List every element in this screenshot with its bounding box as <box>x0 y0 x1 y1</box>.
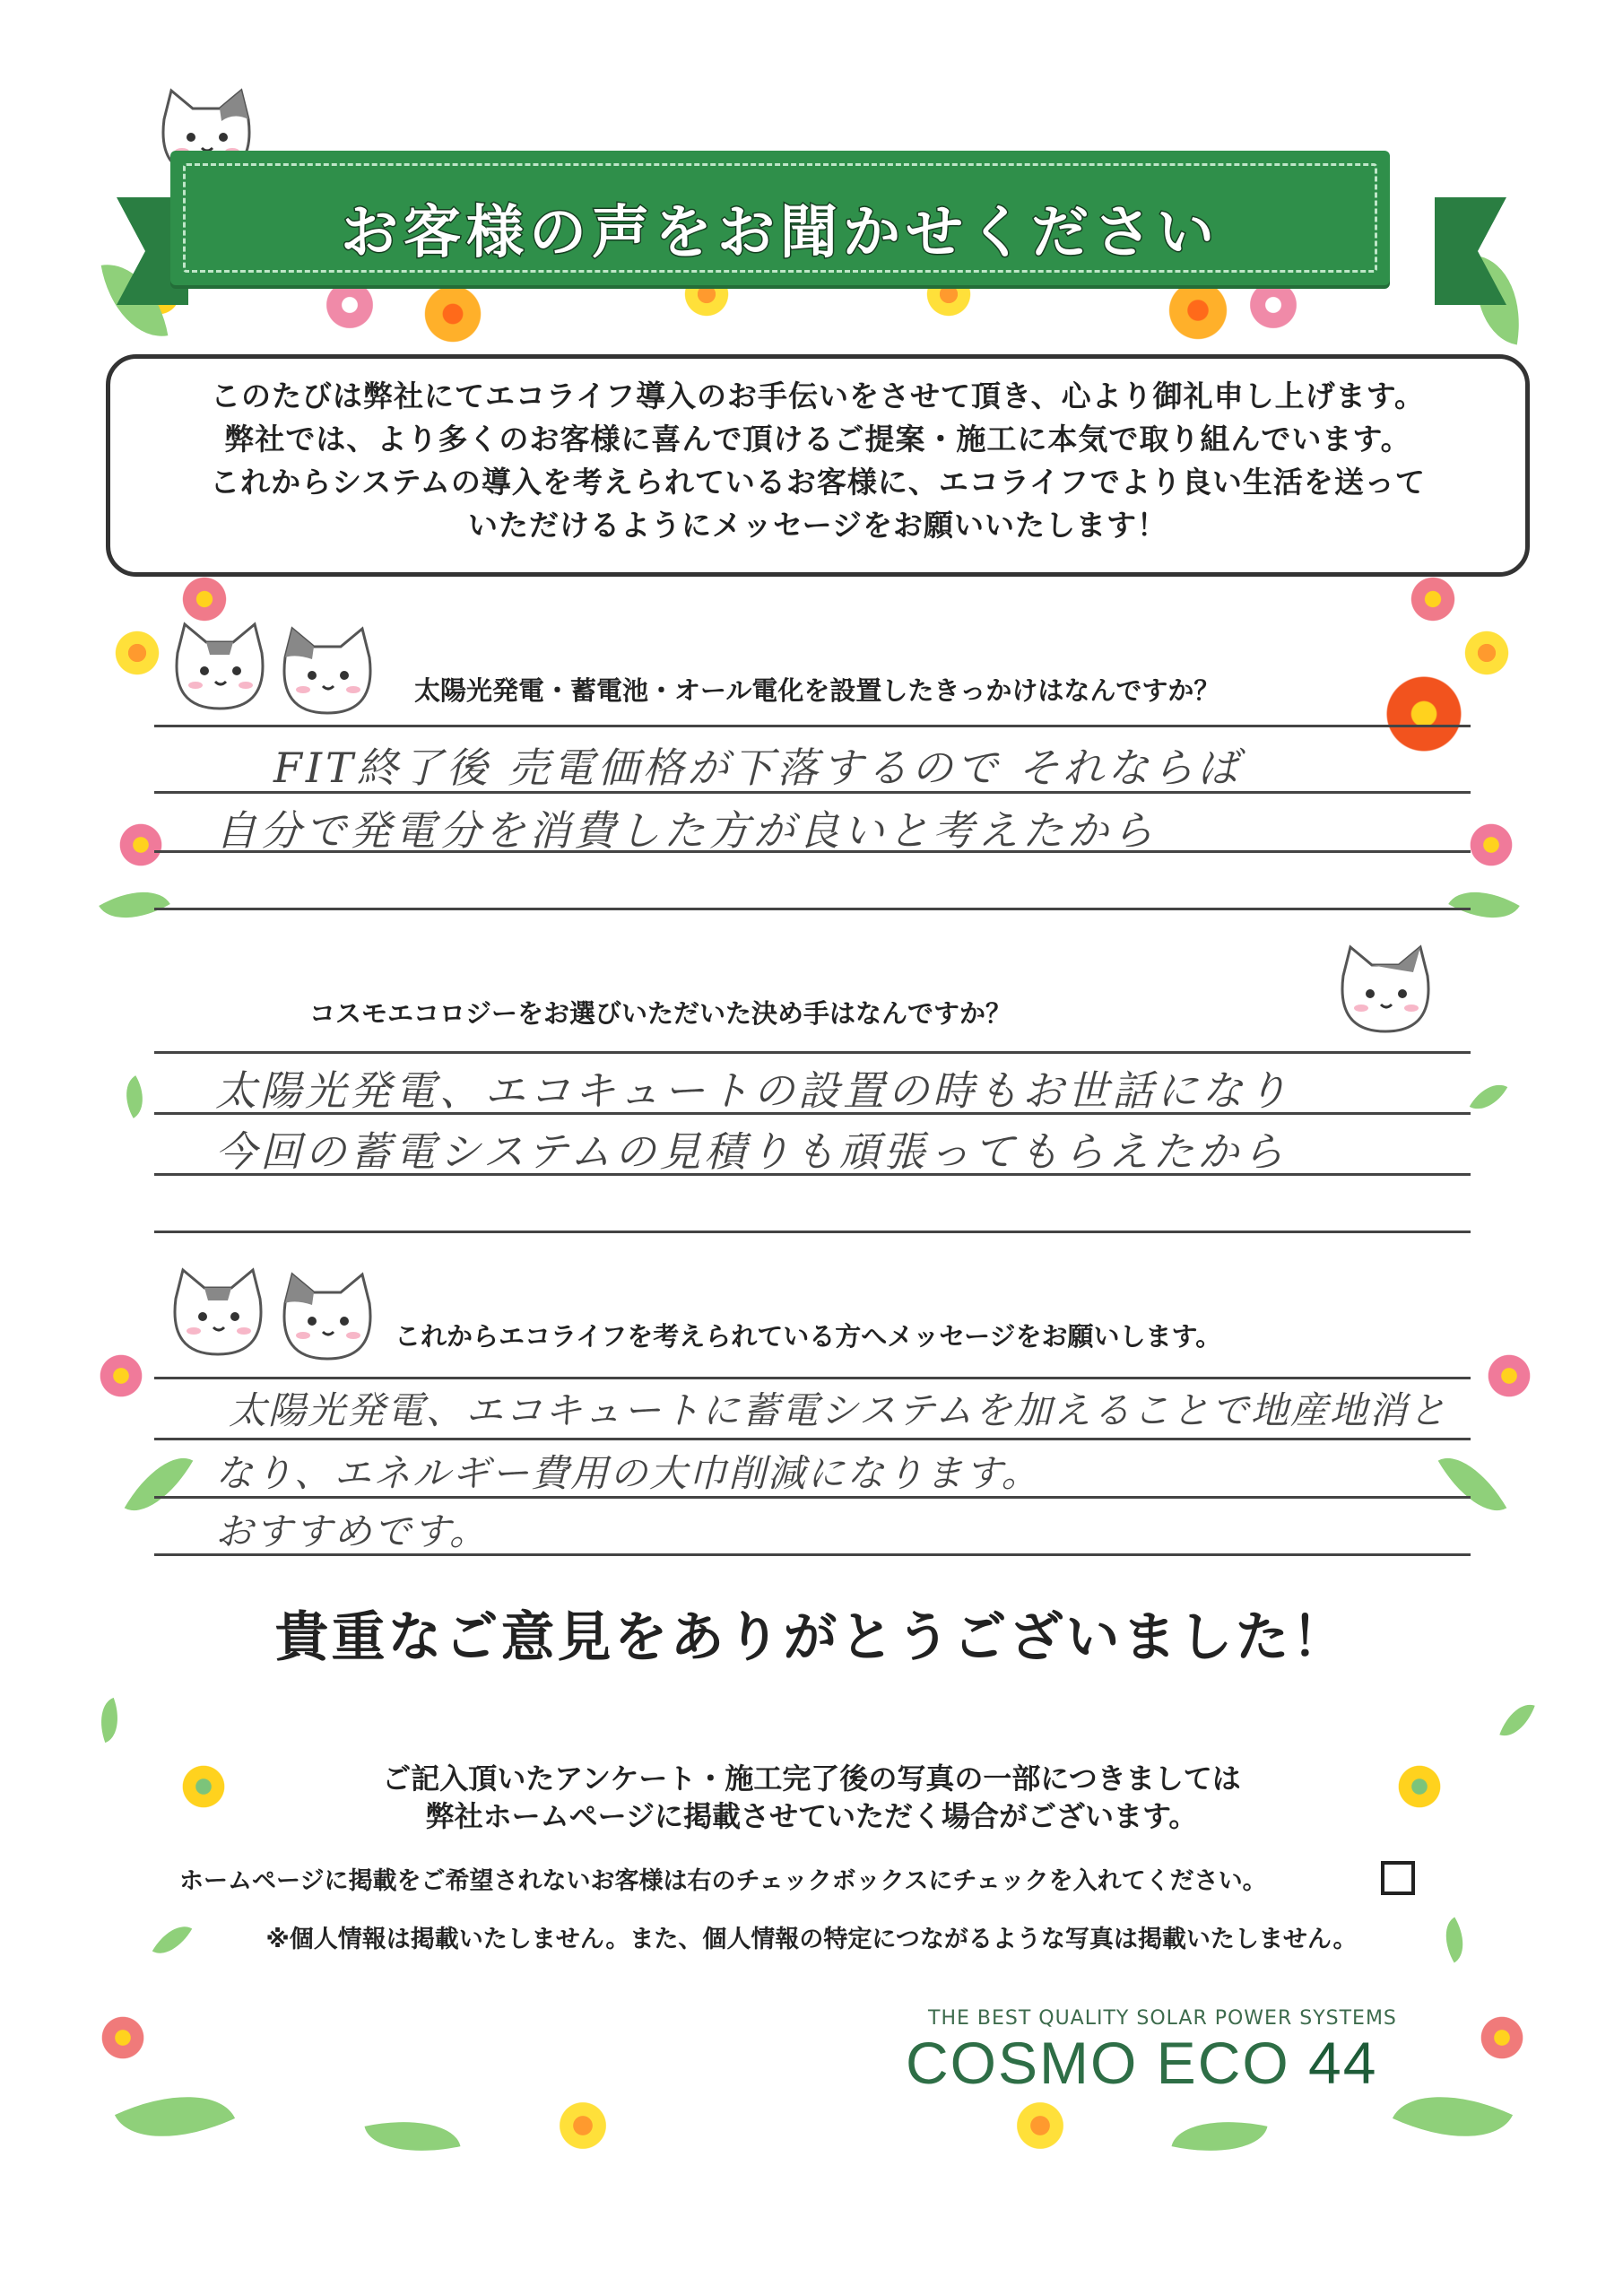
question-3-label: これからエコライフを考えられている方へメッセージをお願いします。 <box>395 1321 1222 1352</box>
answer-line <box>154 791 1471 794</box>
answer-3-line-2: なり、エネルギー費用の大巾削減になります。 <box>215 1451 1041 1495</box>
answer-line <box>154 908 1471 910</box>
flower-icon <box>1013 2099 1067 2152</box>
answer-line <box>154 850 1471 853</box>
privacy-note: ※個人情報は掲載いたしません。また、個人情報の特定につながるような写真は掲載いたしません。 <box>265 1926 1358 1953</box>
intro-box <box>106 354 1530 577</box>
leaf-icon <box>125 1443 194 1526</box>
flower-icon <box>179 574 230 624</box>
publish-optout-checkbox[interactable] <box>1381 1861 1415 1895</box>
logo-number: 44 <box>1308 2030 1378 2096</box>
thanks-message: 貴重なご意見をありがとうございました！ <box>274 1606 1349 1669</box>
flower-icon <box>97 1352 145 1400</box>
publish-optout-text: ホームページに掲載をご希望されないお客様は右のチェックボックスにチェックを入れてください。 <box>179 1867 1267 1895</box>
intro-line: これからシステムの導入を考えられているお客様に、エコライフでより良い生活を送って <box>210 465 1426 500</box>
notice-line-1: ご記入頂いたアンケート・施工完了後の写真の一部につきましては <box>382 1761 1241 1796</box>
answer-line <box>154 1112 1471 1115</box>
flower-icon <box>1462 628 1512 678</box>
answer-line <box>154 1231 1471 1233</box>
flower-icon <box>99 2013 147 2062</box>
answer-3-line-3: おすすめです。 <box>215 1509 490 1553</box>
answer-1-line-2: 自分で発電分を消費した方が良いと考えたから <box>215 806 1157 855</box>
flower-icon <box>421 283 484 345</box>
title-banner <box>170 151 1390 285</box>
flower-icon <box>1246 278 1300 332</box>
flower-icon <box>323 278 377 332</box>
flower-icon <box>1467 821 1515 869</box>
cat-mascot-icon <box>269 1269 386 1368</box>
flower-icon <box>1485 1352 1533 1400</box>
leaf-icon <box>115 2069 235 2163</box>
logo-text: COSMO ECO <box>906 2030 1290 2096</box>
flower-icon <box>1408 574 1458 624</box>
answer-1-line-1: FIT終了後 売電価格が下落するので それならば <box>273 744 1243 792</box>
answer-line <box>154 1553 1471 1556</box>
question-1-label: 太陽光発電・蓄電池・オール電化を設置したきっかけはなんですか？ <box>414 675 1220 706</box>
flower-icon <box>1166 278 1230 343</box>
company-logo <box>906 2029 1377 2097</box>
answer-line <box>154 1438 1471 1440</box>
answer-line <box>154 1377 1471 1379</box>
answer-2-line-2: 今回の蓄電システムの見積りも頑張ってもらえたから <box>215 1127 1288 1176</box>
flower-icon <box>117 821 165 869</box>
leaf-icon <box>1448 874 1520 935</box>
leaf-icon <box>1470 1075 1508 1118</box>
cat-mascot-icon <box>1327 942 1444 1040</box>
answer-line <box>154 1173 1471 1176</box>
answer-2-line-1: 太陽光発電、エコキュートの設置の時もお世話になり <box>215 1066 1291 1115</box>
answer-line <box>154 725 1471 727</box>
question-2-label: コスモエコロジーをお選びいただいた決め手はなんですか？ <box>309 998 1012 1029</box>
leaf-icon <box>1499 1698 1534 1743</box>
banner-tail-right <box>1435 197 1506 305</box>
flower-icon <box>556 2099 610 2152</box>
leaf-icon <box>365 2108 461 2165</box>
intro-line: このたびは弊社にてエコライフ導入のお手伝いをさせて頂き、心より御礼申し上げます。 <box>210 378 1426 413</box>
cat-mascot-icon <box>161 619 278 718</box>
flower-icon <box>1478 2013 1526 2062</box>
leaf-icon <box>116 1075 154 1118</box>
leaf-icon <box>1393 2069 1513 2163</box>
flower-icon <box>112 628 162 678</box>
answer-line <box>154 1496 1471 1499</box>
leaf-icon <box>1172 2108 1268 2165</box>
leaf-icon <box>99 874 170 935</box>
intro-line: 弊社では、より多くのお客様に喜んで頂けるご提案・施工に本気で取り組んでいます。 <box>224 422 1411 457</box>
answer-line <box>154 1051 1471 1054</box>
flower-icon <box>1381 671 1467 757</box>
leaf-icon <box>91 1698 126 1743</box>
answer-3-line-1: 太陽光発電、エコキュートに蓄電システムを加えることで地産地消と <box>229 1388 1448 1432</box>
cat-mascot-icon <box>269 623 386 722</box>
cat-mascot-icon <box>160 1265 276 1363</box>
page-title: お客様の声をお聞かせください <box>341 200 1219 266</box>
leaf-icon <box>1438 1443 1507 1526</box>
intro-line: いただけるようにメッセージをお願いいたします！ <box>467 508 1168 543</box>
brand-tagline: THE BEST QUALITY SOLAR POWER SYSTEMS <box>928 2007 1397 2030</box>
notice-line-2: 弊社ホームページに掲載させていただく場合がございます。 <box>425 1799 1198 1833</box>
